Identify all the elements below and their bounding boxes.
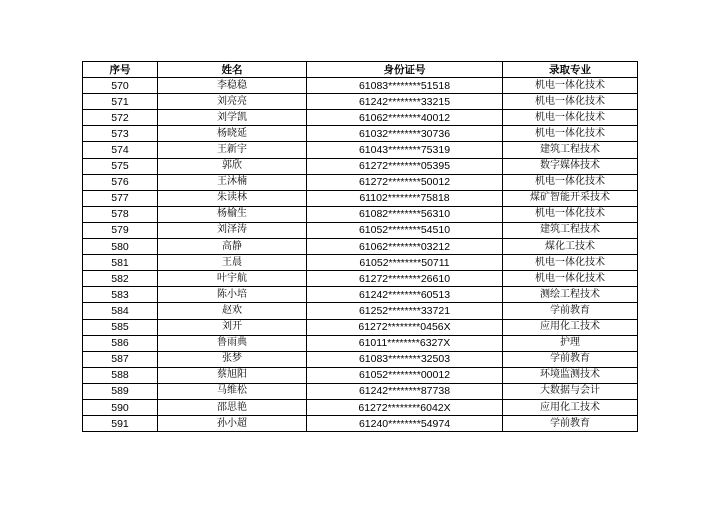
major-cell: 护理 xyxy=(503,335,638,351)
table-row xyxy=(83,78,638,94)
name-cell: 刘学凯 xyxy=(158,110,307,126)
major-cell: 应用化工技术 xyxy=(503,319,638,335)
major-cell: 机电一体化技术 xyxy=(503,94,638,110)
serial-number-cell: 574 xyxy=(83,142,158,158)
header-id-number: 身份证号 xyxy=(307,62,503,78)
id-number-cell: 61272********6042X xyxy=(307,399,503,415)
id-number-cell: 61083********51518 xyxy=(307,78,503,94)
table-row xyxy=(83,190,638,206)
major-cell: 机电一体化技术 xyxy=(503,78,638,94)
id-number-cell: 61082********56310 xyxy=(307,206,503,222)
id-number-cell: 61052********54510 xyxy=(307,222,503,238)
table-row xyxy=(83,142,638,158)
name-cell: 刘泽涛 xyxy=(158,222,307,238)
major-cell: 数字媒体技术 xyxy=(503,158,638,174)
table-row xyxy=(83,206,638,222)
id-number-cell: 61043********75319 xyxy=(307,142,503,158)
major-cell: 煤矿智能开采技术 xyxy=(503,190,638,206)
major-cell: 建筑工程技术 xyxy=(503,142,638,158)
serial-number-cell: 575 xyxy=(83,158,158,174)
name-cell: 刘开 xyxy=(158,319,307,335)
table-row xyxy=(83,271,638,287)
name-cell: 王新宇 xyxy=(158,142,307,158)
major-cell: 机电一体化技术 xyxy=(503,126,638,142)
name-cell: 张梦 xyxy=(158,351,307,367)
name-cell: 杨晓延 xyxy=(158,126,307,142)
header-serial-number: 序号 xyxy=(83,62,158,78)
name-cell: 杨榆生 xyxy=(158,206,307,222)
name-cell: 叶宇航 xyxy=(158,271,307,287)
id-number-cell: 61102********75818 xyxy=(307,190,503,206)
serial-number-cell: 573 xyxy=(83,126,158,142)
id-number-cell: 61032********30736 xyxy=(307,126,503,142)
table-row xyxy=(83,239,638,255)
table-row xyxy=(83,110,638,126)
major-cell: 机电一体化技术 xyxy=(503,206,638,222)
major-cell: 环境监测技术 xyxy=(503,367,638,383)
name-cell: 高静 xyxy=(158,239,307,255)
major-cell: 测绘工程技术 xyxy=(503,287,638,303)
major-cell: 应用化工技术 xyxy=(503,399,638,415)
major-cell: 学前教育 xyxy=(503,416,638,432)
major-cell: 建筑工程技术 xyxy=(503,222,638,238)
id-number-cell: 61242********87738 xyxy=(307,383,503,399)
major-cell: 学前教育 xyxy=(503,351,638,367)
table-row xyxy=(83,255,638,271)
id-number-cell: 61011********6327X xyxy=(307,335,503,351)
serial-number-cell: 588 xyxy=(83,367,158,383)
table-row xyxy=(83,335,638,351)
id-number-cell: 61242********33215 xyxy=(307,94,503,110)
major-cell: 煤化工技术 xyxy=(503,239,638,255)
table-row xyxy=(83,126,638,142)
major-cell: 大数据与会计 xyxy=(503,383,638,399)
id-number-cell: 61252********33721 xyxy=(307,303,503,319)
id-number-cell: 61272********26610 xyxy=(307,271,503,287)
serial-number-cell: 572 xyxy=(83,110,158,126)
table-row xyxy=(83,303,638,319)
table-row xyxy=(83,399,638,415)
id-number-cell: 61240********54974 xyxy=(307,416,503,432)
name-cell: 朱读林 xyxy=(158,190,307,206)
name-cell: 王晨 xyxy=(158,255,307,271)
table-row xyxy=(83,174,638,190)
serial-number-cell: 590 xyxy=(83,399,158,415)
name-cell: 陈小培 xyxy=(158,287,307,303)
name-cell: 蔡旭阳 xyxy=(158,367,307,383)
serial-number-cell: 591 xyxy=(83,416,158,432)
id-number-cell: 61062********40012 xyxy=(307,110,503,126)
name-cell: 郭欣 xyxy=(158,158,307,174)
name-cell: 邵思艳 xyxy=(158,399,307,415)
table-row xyxy=(83,222,638,238)
table-row xyxy=(83,367,638,383)
major-cell: 机电一体化技术 xyxy=(503,271,638,287)
serial-number-cell: 582 xyxy=(83,271,158,287)
serial-number-cell: 589 xyxy=(83,383,158,399)
table-row xyxy=(83,383,638,399)
serial-number-cell: 584 xyxy=(83,303,158,319)
name-cell: 鲁雨典 xyxy=(158,335,307,351)
id-number-cell: 61052********50711 xyxy=(307,255,503,271)
header-name: 姓名 xyxy=(158,62,307,78)
table-row xyxy=(83,287,638,303)
name-cell: 赵欢 xyxy=(158,303,307,319)
table-row xyxy=(83,319,638,335)
serial-number-cell: 571 xyxy=(83,94,158,110)
id-number-cell: 61062********03212 xyxy=(307,239,503,255)
serial-number-cell: 570 xyxy=(83,78,158,94)
serial-number-cell: 587 xyxy=(83,351,158,367)
id-number-cell: 61272********05395 xyxy=(307,158,503,174)
name-cell: 李稳稳 xyxy=(158,78,307,94)
table-row xyxy=(83,416,638,432)
major-cell: 机电一体化技术 xyxy=(503,174,638,190)
major-cell: 机电一体化技术 xyxy=(503,110,638,126)
table-header-row xyxy=(83,62,638,78)
header-admitted-major: 录取专业 xyxy=(503,62,638,78)
serial-number-cell: 586 xyxy=(83,335,158,351)
serial-number-cell: 581 xyxy=(83,255,158,271)
id-number-cell: 61083********32503 xyxy=(307,351,503,367)
serial-number-cell: 585 xyxy=(83,319,158,335)
name-cell: 王沐楠 xyxy=(158,174,307,190)
id-number-cell: 61052********00012 xyxy=(307,367,503,383)
table-row xyxy=(83,351,638,367)
table-body xyxy=(83,78,638,432)
major-cell: 机电一体化技术 xyxy=(503,255,638,271)
admission-table xyxy=(82,61,638,432)
name-cell: 刘亮亮 xyxy=(158,94,307,110)
id-number-cell: 61242********60513 xyxy=(307,287,503,303)
table-row xyxy=(83,158,638,174)
serial-number-cell: 576 xyxy=(83,174,158,190)
serial-number-cell: 580 xyxy=(83,239,158,255)
name-cell: 孙小超 xyxy=(158,416,307,432)
major-cell: 学前教育 xyxy=(503,303,638,319)
serial-number-cell: 583 xyxy=(83,287,158,303)
serial-number-cell: 578 xyxy=(83,206,158,222)
id-number-cell: 61272********50012 xyxy=(307,174,503,190)
serial-number-cell: 579 xyxy=(83,222,158,238)
name-cell: 马维松 xyxy=(158,383,307,399)
id-number-cell: 61272********0456X xyxy=(307,319,503,335)
serial-number-cell: 577 xyxy=(83,190,158,206)
table-row xyxy=(83,94,638,110)
